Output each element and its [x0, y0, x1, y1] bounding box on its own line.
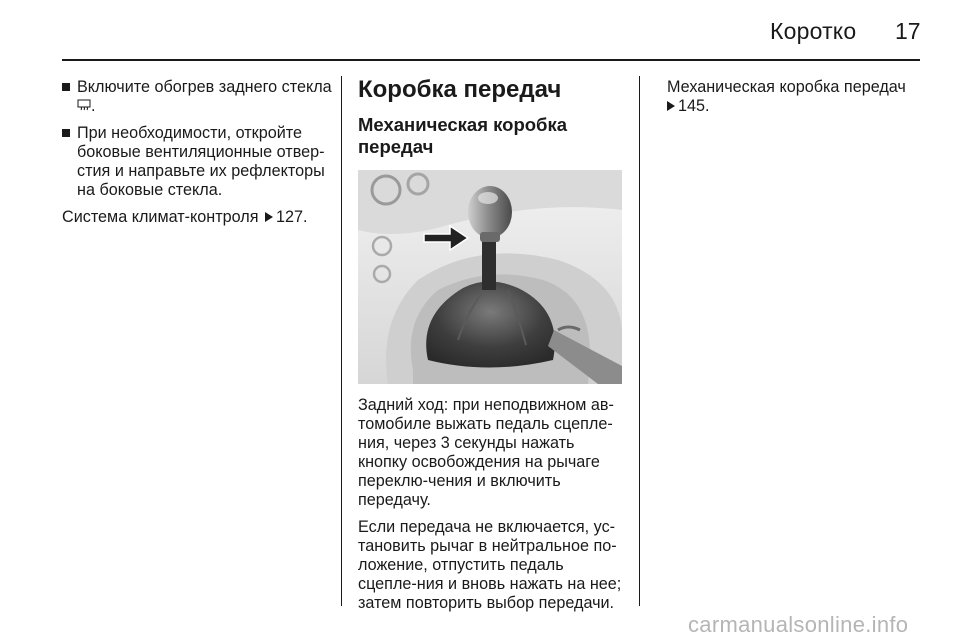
reference-arrow-icon — [667, 101, 675, 111]
square-bullet-icon — [62, 129, 70, 137]
section-heading: Коробка передач — [358, 76, 562, 103]
reference-page[interactable]: 145. — [678, 97, 710, 115]
climate-control-reference — [62, 208, 332, 227]
page-number: 17 — [895, 18, 921, 44]
page-header — [0, 0, 960, 62]
gear-shift-lever-illustration — [358, 170, 622, 384]
gear-retry-instruction: Если передача не включается, ус-тановить рычаг в нейтральное по-ложение, отпустить педаль сцепле-ния и вновь нажать на нее; затем повторить выбор передачи. — [358, 518, 622, 612]
header-divider — [62, 59, 920, 61]
reverse-gear-instruction: Задний ход: при неподвижном ав-томобиле выжать педаль сцепле-ния, через 3 секунды нажать кнопку освобождения на рычаге переклю-чения и включить передачу. — [358, 396, 614, 509]
square-bullet-icon — [62, 83, 70, 91]
reference-page[interactable]: 127. — [276, 208, 308, 226]
section-subheading: Механическая коробка передач — [358, 114, 568, 157]
bullet-suffix: . — [91, 97, 96, 115]
bullet-text: При необходимости, откройте боковые вентиляционные отвер-стия и направьте их рефлекторы на боковые стекла. — [77, 124, 325, 199]
right-column — [667, 78, 927, 124]
column-divider-2 — [639, 76, 640, 606]
header-title: Коротко — [770, 18, 857, 44]
reference-text: Механическая коробка передач — [667, 78, 906, 96]
rear-window-defrost-icon — [77, 99, 91, 112]
bullet-item-vents — [62, 124, 332, 200]
middle-column — [358, 78, 626, 621]
watermark: carmanualsonline.info — [688, 612, 909, 637]
reference-text: Система климат-контроля — [62, 208, 259, 226]
bullet-item-rear-defrost — [62, 78, 332, 116]
column-divider-1 — [341, 76, 342, 606]
bullet-text: Включите обогрев заднего стекла — [77, 78, 332, 96]
reference-arrow-icon — [265, 212, 273, 222]
left-column — [62, 78, 332, 235]
manual-transmission-reference — [667, 78, 927, 116]
